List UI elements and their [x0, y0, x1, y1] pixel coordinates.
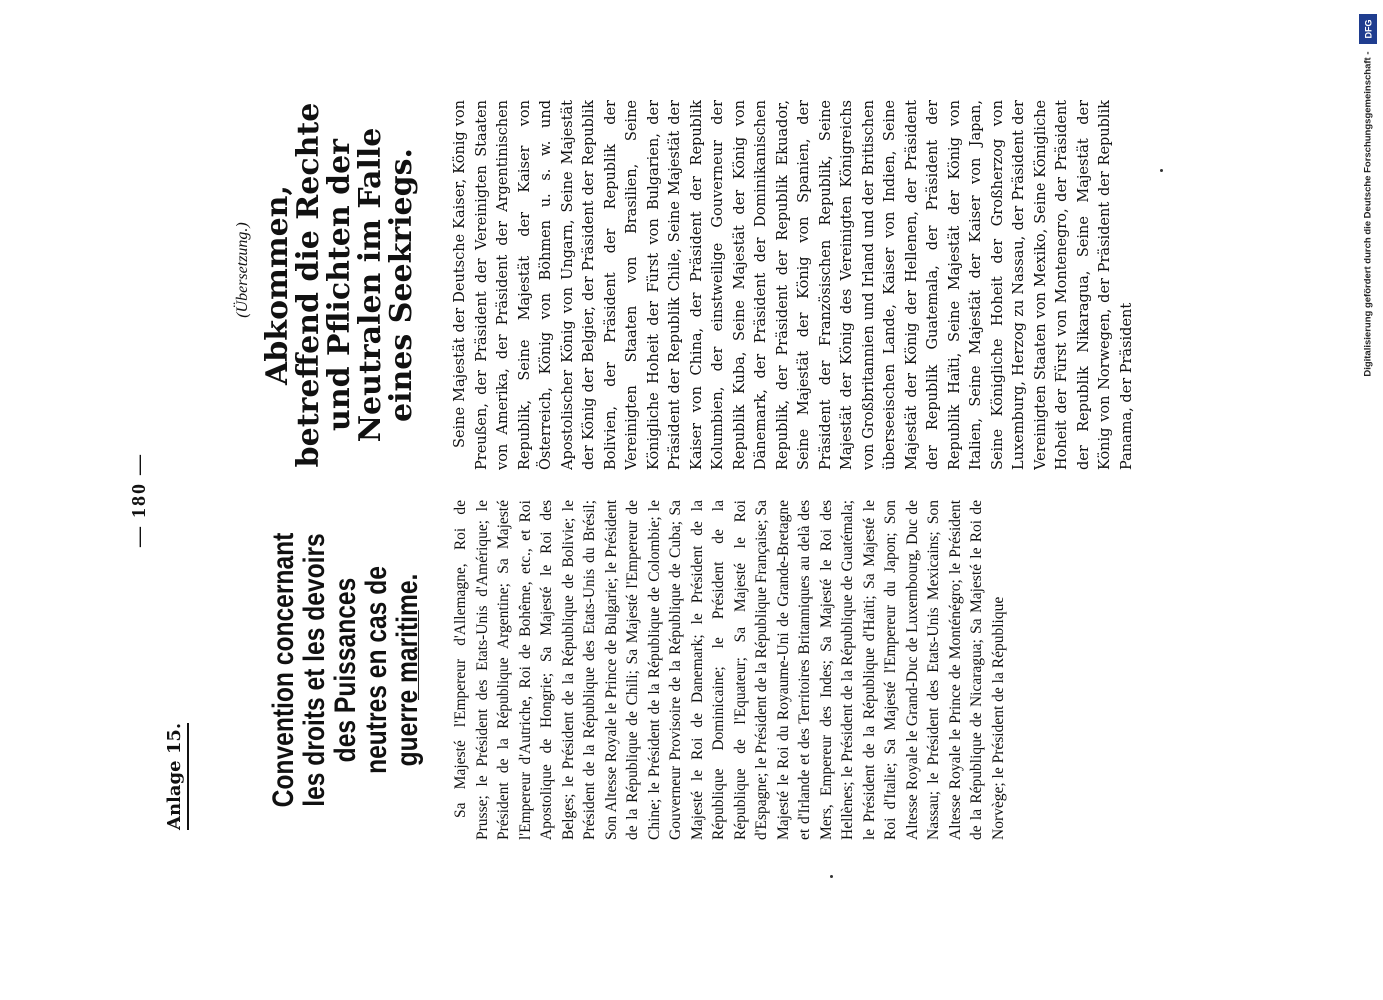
column-german — [450, 100, 1240, 470]
credit-line — [1358, 46, 1378, 806]
page-number: — 180 — — [128, 453, 150, 547]
annex-label: Anlage 15. — [164, 723, 189, 830]
translation-note: (Übersetzung.) — [234, 222, 251, 318]
title-divider — [418, 610, 419, 700]
credit-text: Digitalisierung gefördert durch die Deutsche Forschungsgemeinschaft - — [1362, 51, 1374, 377]
paragraph-german: Seine Majestät der Deutsche Kaiser, König von Preußen, der Präsident der Vereinigten Staaten von Amerika, der Präsident der Argentinischen Republik, Seine Majestät der Kaiser von Österreich, König von Böhmen u. s. w. und Apostolischer König von Ungarn, Seine Majestät der König der Belgier, der Präsident der Republik Bolivien, der Präsident der Republik der Vereinigten Staaten von Brasilien, Seine Königliche Hoheit der Fürst von Bulgarien, der Präsident der Republik Chile, Seine Majestät der Kaiser von China, der Präsident der Republik Kolumbien, der einstweilige Gouverneur der Republik Kuba, Seine Majestät der König von Dänemark, der Präsident der Dominikanischen Republik, der Präsident der Republik Ekuador, Seine Majestät der König von Spanien, der Präsident der Französischen Republik, Seine Majestät der König des Vereinigten Königreichs von Großbritannien und Irland und der Britischen überseeischen Lande, Kaiser von Indien, Seine Majestät der König der Hellenen, der Präsident der Republik Guatemala, der Präsident der Republik Haïti, Seine Majestät der König von Italien, Seine Majestät der Kaiser von Japan, Seine Königliche Hoheit der Großherzog von Luxemburg, Herzog zu Nassau, der Präsident der Vereinigten Staaten von Mexiko, Seine Königliche Hoheit der Fürst von Montenegro, der Präsident der Republik Nikaragua, Seine Majestät der König von Norwegen, der Präsident der Republik Panama, der Präsident — [452, 100, 1135, 470]
digitization-sidebar — [1358, 6, 1378, 996]
scan-speck — [1160, 169, 1163, 172]
title-german: Abkommen, betreffend die Rechte und Pflichten der Neutralen im Falle eines Seekriegs. — [260, 102, 419, 468]
paragraph-french: Sa Majesté l'Empereur d'Allemagne, Roi de Prusse; le Président des Etats-Unis d'Amérique; le Président de la République Argentine; Sa Majesté l'Empereur d'Autriche, Roi de Bohême, etc., et Roi Apostolique de Hongrie; Sa Majesté le Roi des Belges; le Président de la République de Bolivie; le Président de la République des Etats-Unis du Brésil; Son Altesse Royale le Prince de Bulgarie; le Président de la République de Chili; Sa Majesté l'Empereur de Chine; le Président de la République de Colombie; le Gouverneur Provisoire de la République de Cuba; Sa Majesté le Roi de Danemark; le Président de la République Dominicaine; le Président de la République de l'Equateur; Sa Majesté le Roi d'Espagne; le Président de la République Française; Sa Majesté le Roi du Royaume-Uni de Grande-Bretagne et d'Irlande et des Territoires Britanniques au delà des Mers, Empereur des Indes; Sa Majesté le Roi des Hellènes; le Président de la République de Guatémala; le Président de la République d'Haïti; Sa Majesté le Roi d'Italie; Sa Majesté l'Empereur du Japon; Son Altesse Royale le Grand-Duc de Luxembourg, Duc de Nassau; le Président des Etats-Unis Mexicains; Son Altesse Royale le Prince de Monténégro; le Président de la République de Nicaragua; Sa Majesté le Roi de Norvège; le Président de la République — [452, 500, 1007, 840]
dfg-logo: DFG — [1359, 14, 1377, 44]
title-french: Convention concernant les droits et les devoirs des Puissances neutres en cas de guerre maritime. — [267, 532, 424, 808]
scan-speck — [830, 875, 833, 878]
column-french — [450, 500, 1240, 840]
